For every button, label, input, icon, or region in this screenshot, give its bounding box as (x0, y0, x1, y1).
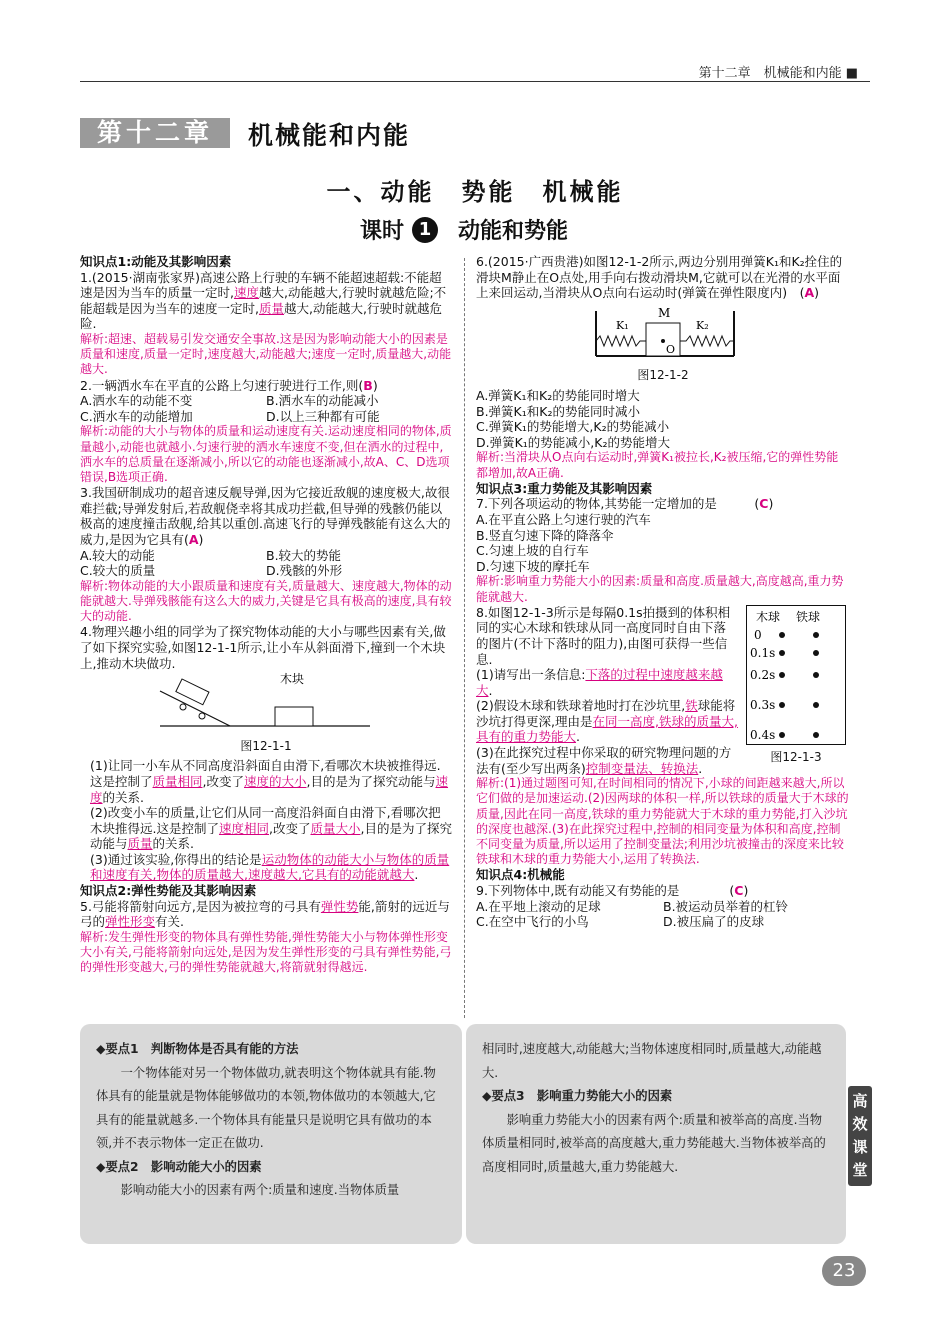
explanation-5: 解析:发生弹性形变的物体具有弹性势能,弹性势能大小与物体弹性形变大小有关,弓能将箭射向远处,是因为发生弹性形变的弓具有弹性势能,弓的弹性形变越大,弓的弹性势能就越大,将箭就射得越远. (80, 929, 452, 975)
lesson-heading (360, 214, 568, 245)
explanation-6: 解析:当滑块从O点向右运动时,弹簧K₁被拉长,K₂被压缩,它的弹性势能都增加,故A正确. (476, 450, 839, 480)
question-8: 8.如图12-1-3所示是每隔0.1s拍摄到的体积相同的实心木球和铁球从同一高度同时自由下落的图片(不计下落时的阻力),由图可获得一些信息. (1)请写出一条信息:下落的过程中速度越来越大. (2)假设木球和铁球着地时打在沙坑里,铁球能将沙坑打得更深,理由是在同一高度,铁球的质量大,具有的重力势能大. (3)在此探究过程中你采取的研究物理问题的方法有(至少写出两条)控制变量法、转换法. 木球 铁球 0 0.1s 0.2s 0.3s 0.4s 图12-1-3 (476, 605, 850, 777)
running-header: 第十二章 机械能和内能 ■ (698, 66, 858, 81)
options-7: A.在平直公路上匀速行驶的汽车 B.竖直匀速下降的降落伞 C.匀速上坡的自行车 D.匀速下坡的摩托车 (476, 511, 651, 574)
question-4-3: (3)通过该实验,你得出的结论是运动物体的动能大小与物体的质量和速度有关,物体的质量越大,速度越大,它具有的动能就越大. (90, 851, 450, 883)
knowledge-point-2: 知识点2:弹性势能及其影响因素 (80, 883, 257, 899)
time-3: 0.3s (750, 697, 776, 712)
lesson-title: 动能和势能 (458, 219, 569, 244)
spring-k1-label: K₁ (616, 318, 629, 332)
figure-caption-1: 图12-1-1 (240, 738, 292, 753)
options-3: A.较大的动能 B.较大的势能 (80, 547, 342, 563)
right-column: 6.(2015·广西贵港)如图12-1-2所示,两边分别用弹簧K₁和K₂拴住的滑块M静止在O点处,用手向右拨动滑块M,它就可以在光滑的水平面上来回运动,当滑块从O点向右运动时(弹簧在弹性限度内) (A) M K₁ K₂ O 图12-1-2 A.弹簧K₁和K₂的势能同时增大 B.弹簧K₁和K₂的势能同时减小 C.弹簧K₁的势能增大,K₂的势能减小 D.弹簧K₁的势能减小,K₂的势能增大 解析:当滑块从O点向右运动时,弹簧K₁被拉长,K₂被压缩,它的弹性势能都增加,故A正确. 知识点3:重力势能及其影响因素 7.下列各项运动的物体,其势能一定增加的是 (C) A.在平直公路上匀速行驶的汽车 B.竖直匀速下降的降落伞 C.匀速上坡的自行车 D.匀速下坡的摩托车 解析:影响重力势能大小的因素:质量和高度.质量越大,高度越高,重力势能就越大. 8.如图12-1-3所示是每隔0.1s拍摄到的体积相同的实心木球和铁球从同一高度同时自由下落的图片(不计下落时的阻力),由图可获得一些信息. (1)请写出一条信息:下落的过程中速度越来越大. (2)假设木球和铁球着地时打在沙坑里,铁球能将沙坑打得更深,理由是在同一高度,铁球的质量大,具有的重力势能大. (3)在此探究过程中你采取的研究物理问题的方法有(至少写出两条)控制变量法、转换法. 木球 铁球 0 0.1s 0.2s 0.3s 0.4s 图12-1-3 解析:(1)通过题图可知,在时间相同的情况下,小球的间距越来越大,所以它们做的是加速运动.(2)因两球的体积一样,所以铁球的质量大于木球的质量,因此在同一高度,铁球的重力势能就大于木球的重力势能,打入沙坑的深度也越深.(3)在此探究过程中,控制的相同变量为体积和高度,控制不同变量为质量,所以运用了控制变量法;利用沙坑被撞击的深度来比较铁球和木球的重力势能大小,运用了转换法. 知识点4:机械能 9.下列物体中,既有动能又有势能的是 (C) A.在平地上滚动的足球 B.被运动员举着的杠铃 C.在空中飞行的小鸟 D.被压扁了的皮球 (476, 254, 849, 930)
key-points-box-right (466, 1024, 846, 1244)
knowledge-point-4: 知识点4:机械能 (476, 867, 565, 883)
iron-ball-header: 铁球 (796, 609, 821, 624)
question-8-1: (1)请写出一条信息:下落的过程中速度越来越大. (476, 667, 723, 698)
chapter-title: 机械能和内能 (248, 121, 411, 150)
key-point-2-heading: ◆要点2 影响动能大小的因素 (96, 1159, 262, 1174)
key-point-3-body: 影响重力势能大小的因素有两个:质量和被举高的高度.当物体质量相同时,被举高的高度越大,重力势能越大.当物体被举高的高度相同时,质量越大,重力势能越大. (482, 1112, 826, 1174)
question-6: 6.(2015·广西贵港)如图12-1-2所示,两边分别用弹簧K₁和K₂拴住的滑块M静止在O点处,用手向右拨动滑块M,它就可以在光滑的水平面上来回运动,当滑块从O点向右运动时(弹簧在弹性限度内) (A) (476, 254, 843, 301)
block-m-label: M (658, 305, 671, 320)
key-point-2-continued: 相同时,速度越大,动能越大;当物体速度相同时,质量越大,动能越大. (482, 1042, 822, 1080)
options-2: A.洒水车的动能不变 B.洒水车的动能减小 (80, 393, 379, 409)
time-2: 0.2s (750, 667, 776, 682)
question-8-3: (3)在此探究过程中你采取的研究物理问题的方法有(至少写出两条)控制变量法、转换法. (476, 745, 732, 776)
column-divider (464, 258, 465, 1018)
figure-12-1-2 (476, 301, 850, 363)
spring-k2-label: K₂ (696, 318, 709, 332)
knowledge-point-3: 知识点3:重力势能及其影响因素 (476, 480, 653, 496)
question-4: 4.物理兴趣小组的同学为了探究物体动能的大小与哪些因素有关,做了如下探究实验,如图12-1-1所示,让小车从斜面滑下,撞到一个木块上,推动木块做功. (80, 624, 446, 671)
key-point-3-heading: ◆要点3 影响重力势能大小的因素 (482, 1089, 673, 1103)
lesson-number: 1 (412, 217, 438, 243)
chapter-tag: 第十二章 (80, 118, 230, 148)
page-number: 23 (822, 1256, 866, 1286)
key-point-1-body: 一个物体能对另一个物体做功,就表明这个物体就具有能.物体具有的能量就是物体能够做功的本领,物体做功的本领越大,它具有的能量就越多.一个物体具有能量只是说明它具有做功的本领,并不表示物体一定正在做功. (96, 1065, 436, 1150)
time-1: 0.1s (750, 645, 776, 660)
side-tab: 高效课堂 (848, 1086, 872, 1186)
answer-2: B (363, 377, 373, 393)
question-3: 3.我国研制成功的超音速反舰导弹,因为它接近敌舰的速度极大,故很难拦截;导弹发射后,若敌舰侥幸将其成功拦截,但导弹的残骸仍能以极高的速度撞击敌舰,给其以重创.高速飞行的导弹残骸能有这么大的威力,是因为它具有(A) (80, 485, 451, 547)
figure-12-1-3 (746, 605, 846, 777)
question-5: 5.弓能将箭射向远方,是因为被拉弯的弓具有弹性势能,箭射的远近与弓的弹性形变有关. (80, 898, 450, 930)
explanation-8: 解析:(1)通过题图可知,在时间相同的情况下,小球的间距越来越大,所以它们做的是加速运动.(2)因两球的体积一样,所以铁球的质量大于木球的质量,因此在同一高度,铁球的重力势能就大于木球的重力势能,打入沙坑的深度也越深.(3)在此探究过程中,控制的相同变量为体积和高度,控制不同变量为质量,所以运用了控制变量法;利用沙坑被撞击的深度来比较铁球和木球的重力势能大小,运用了转换法. (476, 776, 849, 867)
explanation-3: 解析:物体动能的大小跟质量和速度有关,质量越大、速度越大,物体的动能就越大.导弹残骸能有这么大的威力,关键是它具有极高的速度,具有较大的动能. (80, 578, 452, 624)
options-9: A.在平地上滚动的足球 B.被运动员举着的杠铃 (476, 898, 789, 914)
question-9: 9.下列物体中,既有动能又有势能的是 (C) (476, 883, 749, 899)
section-title: 一、动能 势能 机械能 (326, 178, 624, 206)
explanation-2: 解析:动能的大小与物体的质量和运动速度有关.运动速度相同的物体,质量越小,动能也就越小.匀速行驶的洒水车速度不变,但在洒水的过程中,洒水车的总质量在逐渐减小,所以它的动能也逐渐减小,故A、C、D选项错误,B选项正确. (80, 424, 452, 484)
figure-caption-3: 图12-1-3 (770, 750, 822, 765)
time-0: 0 (754, 627, 762, 642)
answer-7: C (759, 496, 769, 512)
time-4: 0.4s (750, 727, 776, 742)
question-4-2: (2)改变小车的质量,让它们从同一高度沿斜面自由滑下,看哪次把木块推得远.这是控制了速度相同,改变了质量大小,目的是为了探究动能与质量的关系. (90, 805, 452, 852)
answer-3: A (188, 531, 199, 547)
explanation-7: 解析:影响重力势能大小的因素:质量和高度.质量越大,高度越高,重力势能就越大. (476, 574, 844, 604)
explanation-1: 解析:超速、超载易引发交通安全事故.这是因为影响动能大小的因素是质量和速度,质量一定时,速度越大,动能越大;速度一定时,质量越大,动能越大. (80, 331, 452, 377)
question-2: 2.一辆洒水车在平直的公路上匀速行驶进行工作,则(B) (80, 377, 378, 393)
block-label: 木块 (280, 672, 305, 687)
answer-9: C (734, 883, 744, 899)
answer-6: A (804, 285, 815, 301)
question-1: 1.(2015·湖南张家界)高速公路上行驶的车辆不能超速超载:不能超速是因为当车的质量一定时,速度越大,动能越大,行驶时就越危险;不能超载是因为当车的速度一定时,质量越大,动能越大,行驶时就越危险. (80, 269, 447, 332)
options-6: A.弹簧K₁和K₂的势能同时增大 B.弹簧K₁和K₂的势能同时减小 C.弹簧K₁的势能增大,K₂的势能减小 D.弹簧K₁的势能减小,K₂的势能增大 (476, 387, 670, 450)
key-point-2-body: 影响动能大小的因素有两个:质量和速度.当物体质量 (120, 1183, 400, 1197)
knowledge-point-1: 知识点1:动能及其影响因素 (80, 254, 232, 269)
question-7: 7.下列各项运动的物体,其势能一定增加的是 (C) (476, 496, 774, 512)
left-column: 知识点1:动能及其影响因素 1.(2015·湖南张家界)高速公路上行驶的车辆不能超速超载:不能超速是因为当车的质量一定时,速度越大,动能越大,行驶时就越危险;不能超载是因为当车的速度一定时,质量越大,动能越大,行驶时就越危险. 解析:超速、超载易引发交通安全事故.这是因为影响动能大小的因素是质量和速度,质量一定时,速度越大,动能越大;速度一定时,质量越大,动能越大. 2.一辆洒水车在平直的公路上匀速行驶进行工作,则(B) A.洒水车的动能不变 B.洒水车的动能减小 C.洒水车的动能增加 D.以上三种都有可能 解析:动能的大小与物体的质量和运动速度有关.运动速度相同的物体,质量越小,动能也就越小.匀速行驶的洒水车速度不变,但在洒水的过程中,洒水车的总质量在逐渐减小,所以它的动能也逐渐减小,故A、C、D选项错误,B选项正确. 3.我国研制成功的超音速反舰导弹,因为它接近敌舰的速度极大,故很难拦截;导弹发射后,若敌舰侥幸将其成功拦截,但导弹的残骸仍能以极高的速度撞击敌舰,给其以重创.高速飞行的导弹残骸能有这么大的威力,是因为它具有(A) A.较大的动能 B.较大的势能 C.较大的质量 D.残骸的外形 解析:物体动能的大小跟质量和速度有关,质量越大、速度越大,物体的动能就越大.导弹残骸能有这么大的威力,关键是它具有极高的速度,具有较大的动能. 4.物理兴趣小组的同学为了探究物体动能的大小与哪些因素有关,做了如下探究实验,如图12-1-1所示,让小车从斜面滑下,撞到一个木块上,推动木块做功. 木块 图12-1-1 (1)让同一小车从不同高度沿斜面自由滑下,看哪次木块被推得远.这是控制了质量相同,改变了速度的大小,目的是为了探究动能与速度的关系. (2)改变小车的质量,让它们从同一高度沿斜面自由滑下,看哪次把木块推得远.这是控制了速度相同,改变了质量大小,目的是为了探究动能与质量的关系. (3)通过该实验,你得出的结论是运动物体的动能大小与物体的质量和速度有关,物体的质量越大,速度越大,它具有的动能就越大. 知识点2:弹性势能及其影响因素 5.弓能将箭射向远方,是因为被拉弯的弓具有弹性势能,箭射的远近与弓的弹性形变有关. 解析:发生弹性形变的物体具有弹性势能,弹性势能大小与物体弹性形变大小有关,弓能将箭射向远处,是因为发生弹性形变的弓具有弹性势能,弓的弹性形变越大,弓的弹性势能就越大,将箭就射得越远. (80, 254, 452, 975)
lesson-prefix: 课时 (360, 219, 405, 244)
figure-caption-2: 图12-1-2 (637, 368, 689, 383)
question-8-2: (2)假设木球和铁球着地时打在沙坑里,铁球能将沙坑打得更深,理由是在同一高度,铁球的质量大,具有的重力势能大. (476, 698, 738, 745)
figure-12-1-1 (80, 671, 452, 733)
wood-ball-header: 木球 (756, 609, 781, 624)
key-point-1-heading: ◆要点1 判断物体是否具有能的方法 (96, 1042, 299, 1056)
question-4-1: (1)让同一小车从不同高度沿斜面自由滑下,看哪次木块被推得远.这是控制了质量相同,改变了速度的大小,目的是为了探究动能与速度的关系. (90, 758, 449, 805)
header-rule (80, 81, 870, 82)
key-points-box-left (80, 1024, 462, 1244)
point-o-label: O (666, 342, 676, 356)
